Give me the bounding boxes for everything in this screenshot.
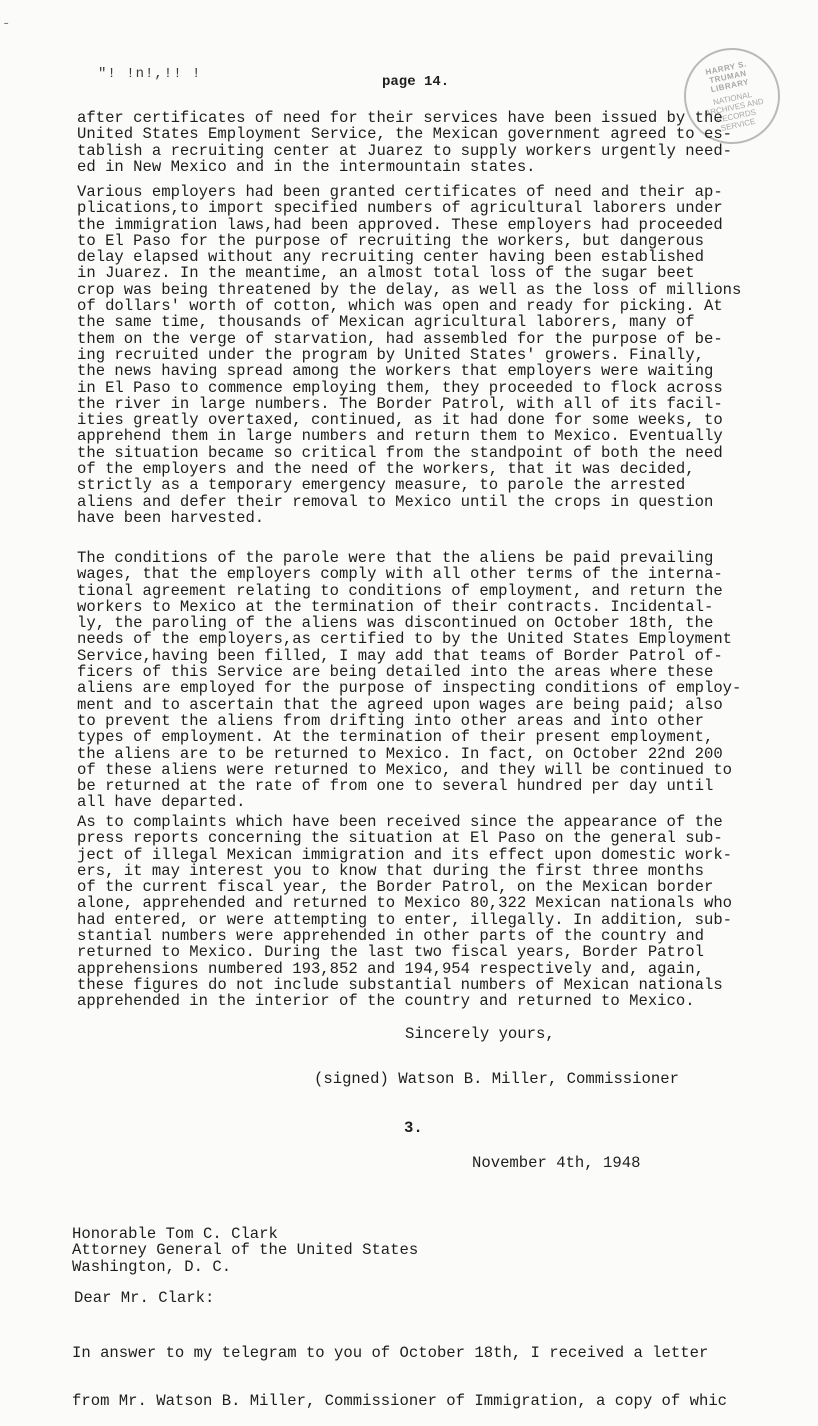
closing: Sincerely yours, [405,1025,555,1043]
page-number-heading: page 14. [382,74,450,90]
salutation: Dear Mr. Clark: [74,1289,215,1307]
text-line: delay elapsed without any recruiting center having been established [77,248,704,267]
text-line: to prevent the aliens from drifting into other areas and into other [77,711,704,730]
paragraph-complaints [77,814,777,1010]
text-line: press reports concerning the situation at El Paso on the general sub- [77,829,723,848]
text-line: ers, it may interest you to know that during the first three months [77,861,704,880]
text-line: ficers of this Service are being detailed into the areas where these [77,663,714,682]
text-line: Various employers had been granted certificates of need and their ap- [77,183,723,201]
text-line: in Juarez. In the meantime, an almost total loss of the sugar beet [77,264,695,283]
text-line: had entered, or were attempting to enter, illegally. In addition, sub- [77,910,733,929]
text-line: ment and to ascertain that the agreed upon wages are being paid; also [77,695,723,714]
signature-line: (signed) Watson B. Miller, Commissioner [314,1070,679,1088]
section-number: 3. [404,1119,423,1137]
paragraph-certificates [77,110,777,175]
text-line: ities greatly overtaxed, continued, as it had done for some weeks, to [77,411,723,430]
text-line: ed in New Mexico and in the intermountain states. [77,157,536,176]
text-line: needs of the employers,as certified to by the United States Employment [77,630,733,649]
text-line: aliens and defer their removal to Mexico until the crops in question [77,492,714,511]
text-line: have been harvested. [77,508,265,527]
text-line: of dollars' worth of cotton, which was open and ready for picking. At [77,297,723,316]
text-line: of the current fiscal year, the Border Patrol, on the Mexican border [77,878,714,897]
handwritten-smudge: "! !n!,!! ! [98,66,202,82]
text-line: ject of illegal Mexican immigration and its effect upon domestic work- [77,845,733,864]
text-line: apprehended in the interior of the country and returned to Mexico. [77,992,695,1011]
text-line: the situation became so critical from the standpoint of both the need [77,443,723,462]
text-line: tablish a recruiting center at Juarez to supply workers urgently need- [77,141,733,160]
text-line: the aliens are to be returned to Mexico. In fact, on October 22nd 200 [77,744,723,763]
margin-mark: - [2,16,11,32]
text-line: be returned at the rate of from one to several hundred per day until [77,777,714,796]
text-line: tional agreement relating to conditions of employment, and return the [77,581,723,600]
text-line: these figures do not include substantial numbers of Mexican nationals [77,975,723,994]
text-line: strictly as a temporary emergency measure, to parole the arrested [77,476,686,495]
text-line: them on the verge of starvation, had assembled for the purpose of be- [77,329,723,348]
text-line: the same time, thousands of Mexican agricultural laborers, many of [77,313,695,332]
text-line: aliens are employed for the purpose of inspecting conditions of employ- [77,679,742,698]
text-line: ly, the paroling of the aliens was discontinued on October 18th, the [77,614,714,633]
text-line: apprehensions numbered 193,852 and 194,954 respectively and, again, [77,959,704,978]
letter-body-line: In answer to my telegram to you of October 18th, I received a letter [72,1343,709,1362]
text-line: types of employment. At the termination of their present employment, [77,728,714,747]
text-line: the river in large numbers. The Border Patrol, with all of its facil- [77,394,723,413]
text-line: returned to Mexico. During the last two fiscal years, Border Patrol [77,943,704,962]
addressee-block [72,1226,418,1275]
letter-body [72,1312,727,1426]
text-line: alone, apprehended and returned to Mexico 80,322 Mexican nationals who [77,894,733,913]
text-line: stantial numbers were apprehended in other parts of the country and [77,927,704,946]
text-line: crop was being threatened by the delay, as well as the loss of millions [77,280,742,299]
text-line: As to complaints which have been received since the appearance of the [77,813,723,831]
paragraph-parole-conditions [77,550,777,811]
text-line: apprehend them in large numbers and return them to Mexico. Eventually [77,427,723,446]
letter-date: November 4th, 1948 [472,1154,641,1172]
text-line: wages, that the employers comply with all other terms of the interna- [77,565,723,584]
text-line: in El Paso to commence employing them, they proceeded to flock across [77,378,723,397]
text-line: The conditions of the parole were that the aliens be paid prevailing [77,549,714,567]
text-line: ing recruited under the program by United States' growers. Finally, [77,345,704,364]
text-line: after certificates of need for their services have been issued by the [77,109,723,127]
stamp-library-name: HARRY S. TRUMAN LIBRARY [704,58,750,94]
addressee-city: Washington, D. C. [72,1257,232,1276]
text-line: to El Paso for the purpose of recruiting the workers, but dangerous [77,231,704,250]
text-line: plications,to import specified numbers of agricultural laborers under [77,199,723,218]
text-line: of these aliens were returned to Mexico, and they will be continued to [77,760,733,779]
text-line: all have departed. [77,793,246,812]
addressee-name: Honorable Tom C. Clark [72,1225,278,1243]
text-line: workers to Mexico at the termination of their contracts. Incidental- [77,597,714,616]
stamp-body-text: NATIONAL ARCHIVES AND RECORDS SERVICE [704,89,765,133]
letter-body-line: from Mr. Watson B. Miller, Commissioner of Immigration, a copy of whic [72,1392,728,1411]
text-line: of the employers and the need of the workers, that it was decided, [77,460,695,479]
paragraph-employers-recruiting [77,184,777,526]
text-line: the immigration laws,had been approved. These employers had proceeded [77,215,723,234]
text-line: United States Employment Service, the Mexican government agreed to es- [77,125,733,144]
text-line: the news having spread among the workers that employers were waiting [77,362,714,381]
addressee-title: Attorney General of the United States [72,1241,419,1260]
text-line: Service,having been filled, I may add that teams of Border Patrol of- [77,646,723,665]
